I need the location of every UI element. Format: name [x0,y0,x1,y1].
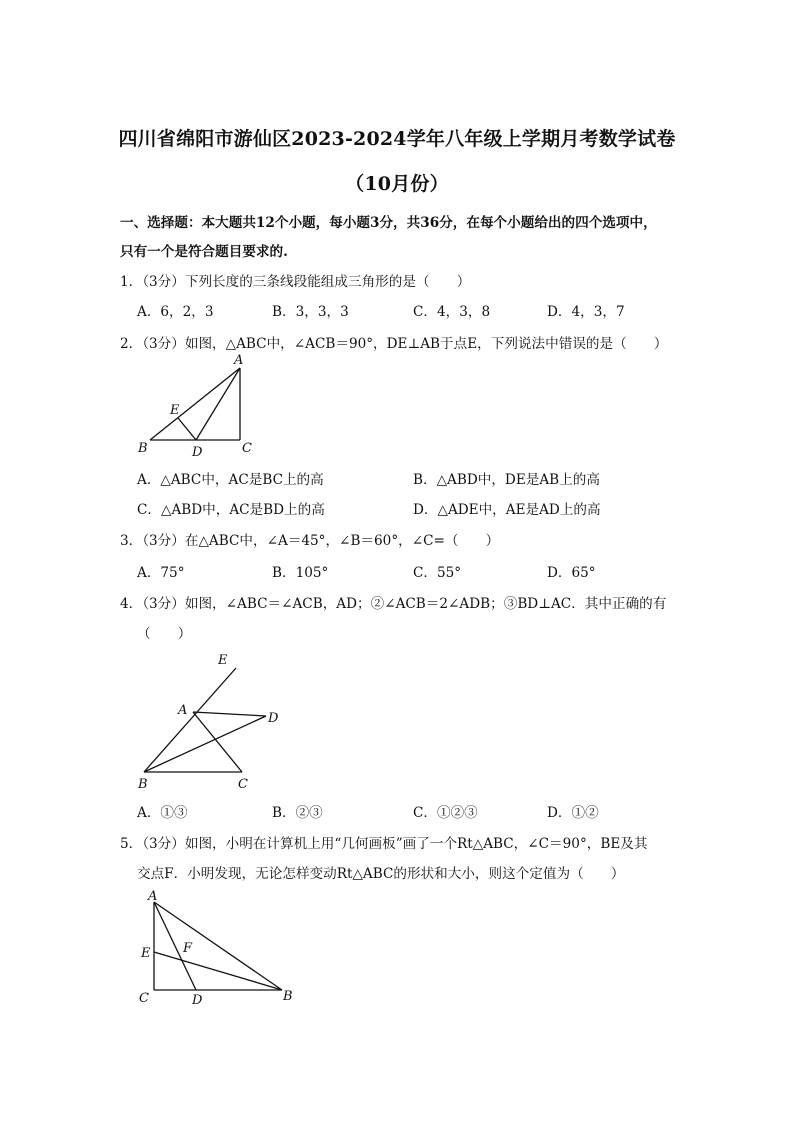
question-4-stem-line1: 4．（3分）如图，∠ABC＝∠ACB，AD；②∠ACB＝2∠ADB；③BD⊥AC．其中正确的有 [120,596,667,612]
q5-label-e: E [141,946,151,961]
q4-segment-ac [193,712,242,772]
q5-label-c: C [139,991,149,1006]
q4-option-a: A．①③ [137,805,188,821]
q4-ray-ae [144,668,236,772]
q4-segment-ad [193,712,266,716]
q2-segment-de [178,418,196,440]
q4-option-d: D．①② [547,805,599,821]
q2-label-c: C [242,441,252,456]
q4-label-a: A [178,703,188,718]
q4-label-e: E [218,653,228,668]
q5-figure [130,888,310,1013]
q4-option-c: C．①②③ [413,805,478,821]
q4-label-c: C [238,777,248,792]
q2-option-d: D．△ADE中，AE是AD上的高 [413,502,601,518]
q5-segment-ab [154,902,282,990]
q3-option-d: D．65° [547,565,596,581]
q5-label-a: A [148,889,158,904]
q5-label-f: F [183,941,193,956]
q1-option-d: D．4，3，7 [547,304,625,320]
q2-label-a: A [234,353,244,368]
q2-option-c: C．△ABD中，AC是BD上的高 [137,502,325,518]
q2-figure [130,352,270,462]
section-heading-line1: 一、选择题：本大题共12个小题，每小题3分，共36分，在每个小题给出的四个选项中， [120,215,657,231]
q1-option-a: A．6，2，3 [137,304,214,320]
q2-segment-ab [150,368,240,440]
question-1-stem: 1．（3分）下列长度的三条线段能组成三角形的是（ ） [120,274,471,290]
q3-option-c: C．55° [413,565,462,581]
q2-option-b: B．△ABD中，DE是AB上的高 [413,472,600,488]
q4-label-d: D [268,711,279,726]
q3-option-a: A．75° [137,565,185,581]
q5-label-d: D [192,993,203,1008]
q2-label-d: D [192,445,203,460]
q3-option-b: B．105° [272,565,329,581]
question-5-stem-line1: 5．（3分）如图，小明在计算机上用“几何画板”画了一个Rt△ABC，∠C＝90°，BE及其 [120,836,648,852]
q4-label-b: B [138,777,148,792]
q4-figure [130,650,300,795]
q1-option-c: C．4，3，8 [413,304,491,320]
q4-option-b: B．②③ [272,805,323,821]
question-3-stem: 3．（3分）在△ABC中，∠A＝45°，∠B＝60°，∠C=（ ） [120,533,500,549]
q2-label-e: E [170,403,180,418]
q5-label-b: B [283,989,293,1004]
section-heading-line2: 只有一个是符合题目要求的. [120,244,288,260]
q5-segment-be [154,952,282,990]
q2-segment-ad [196,368,240,440]
exam-subtitle: （10月份） [345,173,449,195]
question-2-stem: 2．（3分）如图，△ABC中，∠ACB＝90°，DE⊥AB于点E，下列说法中错误的是（ ） [120,336,668,352]
exam-title: 四川省绵阳市游仙区2023-2024学年八年级上学期月考数学试卷 [118,128,676,150]
q2-option-a: A．△ABC中，AC是BC上的高 [137,472,324,488]
q4-segment-bd [144,716,266,772]
question-4-stem-line2: （ ） [137,626,192,642]
q1-option-b: B．3，3，3 [272,304,349,320]
question-5-stem-line2: 交点F．小明发现，无论怎样变动Rt△ABC的形状和大小，则这个定值为（ ） [137,866,625,882]
q2-label-b: B [138,441,148,456]
